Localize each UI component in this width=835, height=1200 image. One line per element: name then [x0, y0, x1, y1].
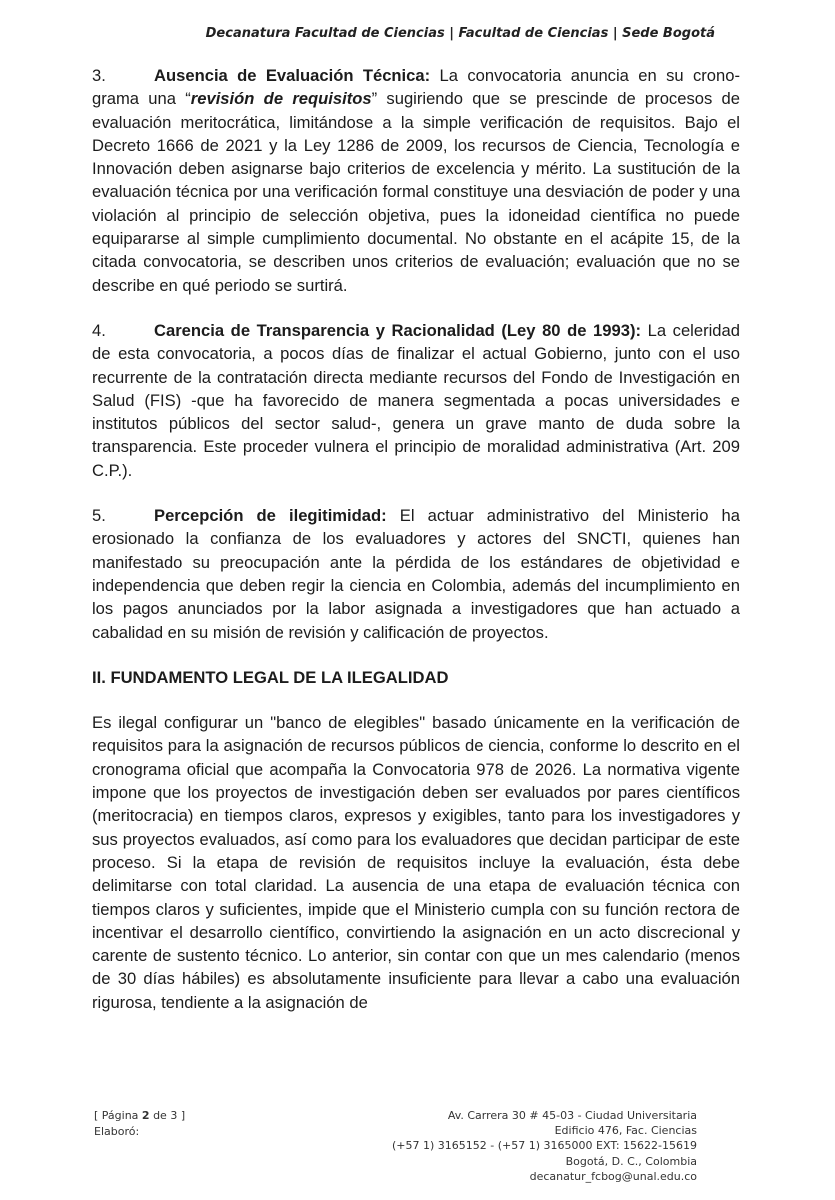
prepared-by: Elaboró: — [94, 1125, 140, 1138]
list-item — [92, 504, 740, 644]
item-emphasis: revisión de requisitos — [190, 89, 372, 109]
list-item — [92, 319, 740, 482]
item-number: 3. — [92, 66, 106, 85]
page-suffix: ] — [177, 1109, 186, 1122]
footer-page-info — [94, 1108, 185, 1140]
page-header: Decanatura Facultad de Ciencias | Facultad de Ciencias | Sede Bogotá — [205, 26, 715, 41]
email-line: decanatur_fcbog@unal.edu.co — [529, 1169, 697, 1183]
phone-line: (+57 1) 3165152 - (+57 1) 3165000 EXT: 15622-15619 — [392, 1139, 697, 1153]
page-current: 2 — [141, 1109, 150, 1122]
item-number: 4. — [92, 320, 106, 340]
page-mid: de — [149, 1109, 171, 1122]
city-line: Bogotá, D. C., Colombia — [565, 1154, 697, 1168]
address-line: Av. Carrera 30 # 45-03 - Ciudad Universitaria — [447, 1109, 697, 1122]
document-body — [92, 64, 740, 1036]
item-text: El actuar administrativo del Ministerio ha erosionado la confianza de los evaluadores y actores del SNCTI, quienes han manifestado su preocupación ante la pérdida de los estándares de objetividad e independencia que deben regir la ciencia en Colombia, además del incumplimiento en los pagos anunciados por la labor asignada a investigadores que han actuado a cabalidad en su misión de revisión y calificación de proyectos. — [92, 506, 740, 642]
section-heading: II. FUNDAMENTO LEGAL DE LA ILEGALIDAD — [92, 667, 449, 687]
item-text: La convocatoria anuncia en su crono-grama una “ — [92, 66, 740, 109]
page-prefix: [ Página — [94, 1109, 142, 1122]
item-text: ” sugiriendo que se prescinde de procesos de evaluación meritocrática, limitándose a la simple verificación de requisitos. Bajo el Decreto 1666 de 2021 y la Ley 1286 de 2009, los recursos de Ciencia, Tecnología e Innovación deben asignarse bajo criterios de excelencia y mérito. La sustitución de la evaluación técnica por una verificación formal constituye una desviación de poder y una violación al principio de selección objetiva, pues la idoneidad científica no puede equipararse al simple cumplimiento documental. No obstante en el acápite 15, de la citada convocatoria, se describen unos criterios de evaluación; evaluación que no se describe en qué periodo se surtirá. — [92, 89, 740, 295]
list-item — [92, 64, 740, 297]
address-line: Edificio 476, Fac. Ciencias — [554, 1124, 697, 1138]
item-text: La celeridad de esta convocatoria, a pocos días de finalizar el actual Gobierno, junto con el uso recurrente de la contratación directa mediante recursos del Fondo de Investigación en Salud (FIS) -que ha favorecido de manera segmentada a pocas universidades e institutos públicos del sector salud-, genera un grave manto de duda sobre la transparencia. Este proceder vulnera el principio de moralidad administrativa (Art. 209 C.P.). — [92, 320, 740, 480]
section-body: Es ilegal configurar un "banco de elegibles" basado únicamente en la verificación de requisitos para la asignación de recursos públicos de ciencia, conforme lo descrito en el cronograma oficial que acompaña la Convocatoria 978 de 2026. La normativa vigente impone que los proyectos de investigación deben ser evaluados por pares científicos (meritocracia) en tiempos claros, expresos y exigibles, tanto para los investigadores y sus proyectos evaluados, así como para los evaluadores que decidan participar de este proceso. Si la etapa de revisión de requisitos incluye la evaluación, ésta debe delimitarse con total claridad. La ausencia de una etapa de evaluación técnica con tiempos claros y suficientes, impide que el Ministerio cumpla con su función rectora de incentivar el desarrollo científico, convirtiendo la asignación en un acto discrecional y carente de sustento técnico. Lo anterior, sin contar con que un mes calendario (menos de 30 días hábiles) es absolutamente insuficiente para llevar a cabo una evaluación rigurosa, tendiente a la asignación de — [92, 713, 740, 1012]
item-lead: Ausencia de Evaluación Técnica: — [154, 66, 431, 85]
footer-address — [392, 1108, 697, 1184]
item-lead: Percepción de ilegitimidad: — [154, 506, 387, 526]
page-total: 3 — [170, 1109, 178, 1122]
page-number — [94, 1108, 185, 1124]
item-lead: Carencia de Transparencia y Racionalidad (Ley 80 de 1993): — [154, 320, 642, 340]
item-number: 5. — [92, 506, 106, 526]
